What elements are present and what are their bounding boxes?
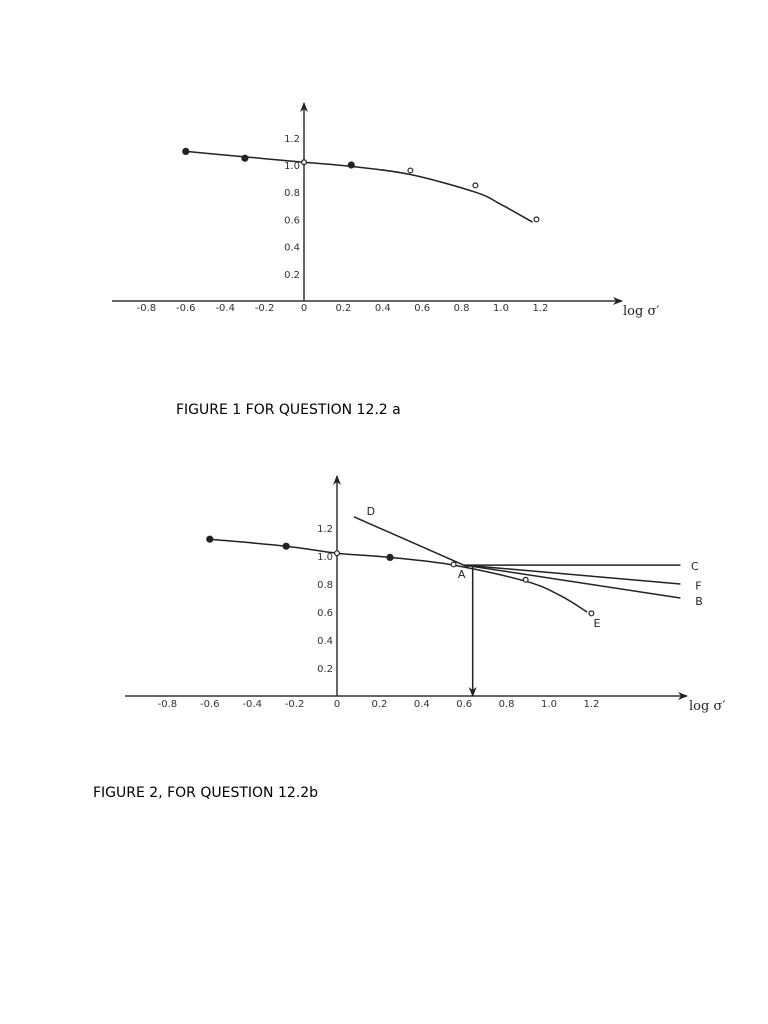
- data-point-open: [473, 183, 478, 188]
- x-tick-label: -0.4: [215, 303, 235, 314]
- y-tick-label: 1.0: [284, 161, 300, 172]
- data-point-open: [302, 160, 307, 165]
- point-label-a: A: [457, 568, 466, 582]
- x-tick-label: 0.8: [453, 303, 470, 314]
- x-tick-label: -0.6: [200, 699, 220, 710]
- data-point-filled: [348, 162, 354, 168]
- x-tick-label: 1.0: [541, 699, 557, 710]
- y-tick-label: 0.6: [284, 215, 300, 227]
- data-point-open: [523, 577, 528, 582]
- y-tick-label: 0.2: [317, 664, 333, 675]
- x-tick-label: 0.2: [335, 303, 352, 314]
- point-label-c: C: [691, 559, 699, 573]
- y-tick-label: 0.4: [284, 242, 300, 254]
- y-tick-label: 0.6: [317, 608, 333, 619]
- x-tick-label: 1.2: [532, 303, 549, 314]
- data-point-open: [534, 217, 539, 222]
- x-tick-label: -0.6: [176, 303, 196, 314]
- x-tick-label: 0.6: [414, 303, 431, 314]
- data-point-filled: [242, 155, 248, 161]
- point-label-f: F: [695, 579, 702, 593]
- y-tick-label: 0.4: [317, 636, 333, 647]
- y-tick-label: 0.8: [284, 188, 300, 200]
- x-tick-label: 0.4: [374, 303, 391, 314]
- y-tick-label: 0.2: [284, 269, 300, 281]
- data-point-filled: [207, 536, 213, 542]
- x-tick-label: -0.8: [136, 303, 157, 314]
- y-tick-label: 1.0: [317, 552, 333, 563]
- x-tick-label: -0.2: [254, 303, 275, 314]
- x-tick-label: -0.4: [242, 699, 262, 710]
- point-label-e: E: [593, 617, 601, 631]
- compression-curve: [186, 151, 533, 222]
- x-tick-label: -0.2: [284, 699, 305, 710]
- data-point-filled: [387, 554, 393, 560]
- data-point-open: [589, 611, 594, 616]
- x-tick-label: 0.8: [498, 699, 515, 710]
- x-tick-label: 1.2: [583, 699, 600, 710]
- data-point-open: [451, 562, 456, 567]
- y-tick-label: 1.2: [284, 133, 300, 145]
- data-point-open: [335, 551, 340, 556]
- x-tick-label: 0.2: [371, 699, 388, 710]
- x-tick-label: 0.6: [456, 699, 473, 710]
- x-tick-label: -0.8: [157, 699, 178, 710]
- x-axis-label: log σ′: [623, 304, 660, 319]
- point-label-b: B: [695, 594, 703, 608]
- chart-1: [112, 103, 659, 319]
- x-tick-label: 0.4: [413, 699, 430, 710]
- x-tick-label: 1.0: [493, 303, 509, 314]
- figure-1-caption: FIGURE 1 FOR QUESTION 12.2 a: [176, 402, 401, 418]
- point-label-d: D: [366, 505, 376, 519]
- y-tick-label: 1.2: [317, 524, 333, 535]
- x-axis-label: log σ′: [689, 699, 726, 714]
- x-tick-label: 0: [300, 303, 308, 314]
- data-point-filled: [283, 543, 289, 549]
- chart-2: [125, 476, 725, 714]
- x-tick-label: 0: [333, 699, 341, 710]
- data-point-filled: [183, 148, 189, 154]
- data-point-open: [408, 168, 413, 173]
- y-tick-label: 0.8: [317, 580, 333, 591]
- figure-2-caption: FIGURE 2, FOR QUESTION 12.2b: [93, 785, 319, 801]
